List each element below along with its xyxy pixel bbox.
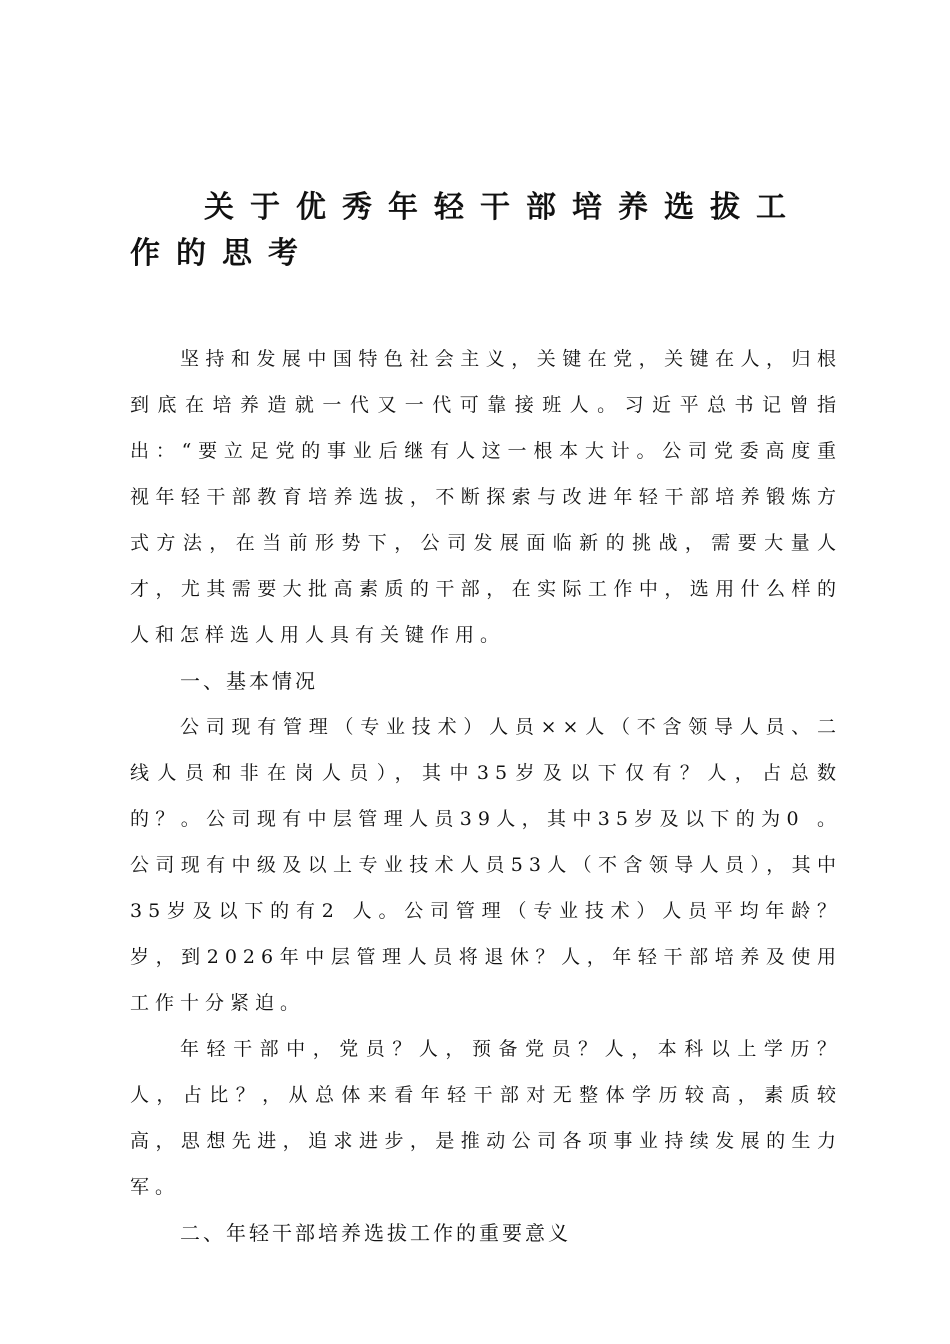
document-title: 关于优秀年轻干部培养选拔工作的思考: [130, 190, 802, 271]
section-heading-significance: 二、年轻干部培养选拔工作的重要意义: [180, 1221, 571, 1245]
paragraph-intro: 坚持和发展中国特色社会主义，关键在党，关键在人，归根到底在培养造就一代又一代可靠接班人。习近平总书记曾指出：“要立足党的事业后继有人这一根本大计。公司党委高度重视年轻干部教育培养选拔，不断探索与改进年轻干部培养锻炼方式方法，在当前形势下，公司发展面临新的挑战，需要大量人才，尤其需要大批高素质的干部，在实际工作中，选用什么样的人和怎样选人用人具有关键作用。: [130, 348, 842, 646]
paragraph-young-cadre-profile: 年轻干部中，党员？人，预备党员？人，本科以上学历？人，占比？，从总体来看年轻干部对无整体学历较高，素质较高，思想先进，追求进步，是推动公司各项事业持续发展的生力军。: [130, 1038, 842, 1198]
paragraph-staff-statistics: 公司现有管理（专业技术）人员××人（不含领导人员、二线人员和非在岗人员），其中35岁及以下仅有？人，占总数的？。公司现有中层管理人员39人，其中35岁及以下的为0 。公司现有中级及以上专业技术人员53人（不含领导人员），其中35岁及以下的有2 人。公司管理（专业技术）人员平均年龄？岁，到2026年中层管理人员将退休？人，年轻干部培养及使用工作十分紧迫。: [130, 716, 842, 1014]
section-heading-basic-situation: 一、基本情况: [180, 669, 318, 693]
document-body: [130, 336, 842, 1256]
